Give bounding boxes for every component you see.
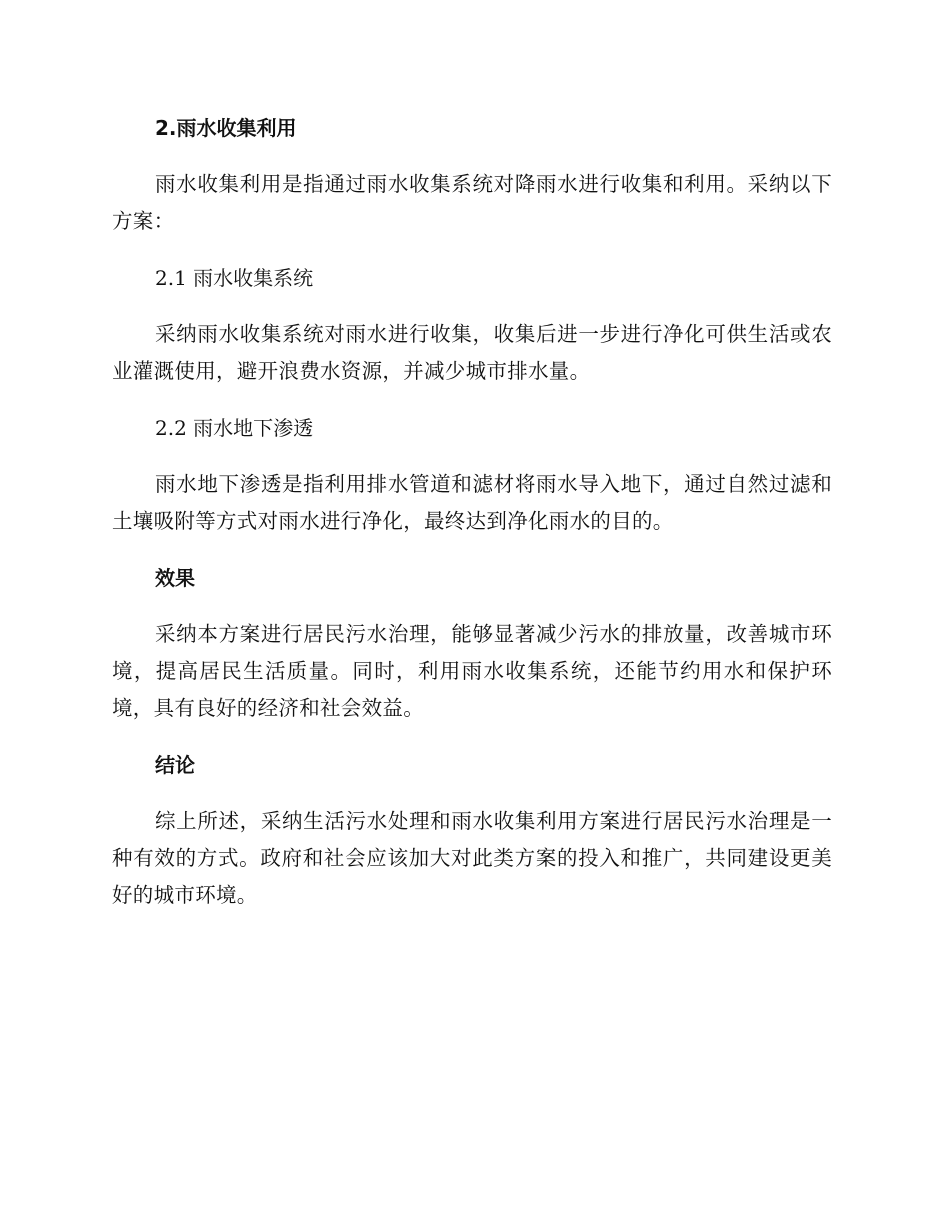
section-2-1-title: 2.1 雨水收集系统 [155, 266, 314, 290]
spacer [112, 390, 832, 412]
spacer [112, 444, 832, 466]
effect-body: 采纳本方案进行居民污水治理，能够显著减少污水的排放量，改善城市环境，提高居民生活质量。同时，利用雨水收集系统，还能节约用水和保护环境，具有良好的经济和社会效益。 [112, 622, 832, 720]
spacer [112, 727, 832, 749]
conclusion-title: 结论 [155, 753, 195, 777]
section-2-2-body: 雨水地下渗透是指利用排水管道和滤材将雨水导入地下，通过自然过滤和土壤吸附等方式对雨水进行净化，最终达到净化雨水的目的。 [112, 472, 832, 533]
effect-title: 效果 [155, 566, 195, 590]
spacer [112, 781, 832, 803]
spacer [112, 594, 832, 616]
spacer [112, 240, 832, 262]
section-2-title: 2.雨水收集利用 [155, 116, 297, 140]
spacer [112, 294, 832, 316]
document-page [112, 112, 832, 914]
section-2-1-body: 采纳雨水收集系统对雨水进行收集，收集后进一步进行净化可供生活或农业灌溉使用，避开浪费水资源，并减少城市排水量。 [112, 322, 832, 383]
spacer [112, 144, 832, 166]
section-2-intro: 雨水收集利用是指通过雨水收集系统对降雨水进行收集和利用。采纳以下方案： [112, 172, 832, 233]
conclusion-body: 综上所述，采纳生活污水处理和雨水收集利用方案进行居民污水治理是一种有效的方式。政府和社会应该加大对此类方案的投入和推广，共同建设更美好的城市环境。 [112, 809, 832, 907]
section-2-2-title: 2.2 雨水地下渗透 [155, 416, 314, 440]
spacer [112, 540, 832, 562]
